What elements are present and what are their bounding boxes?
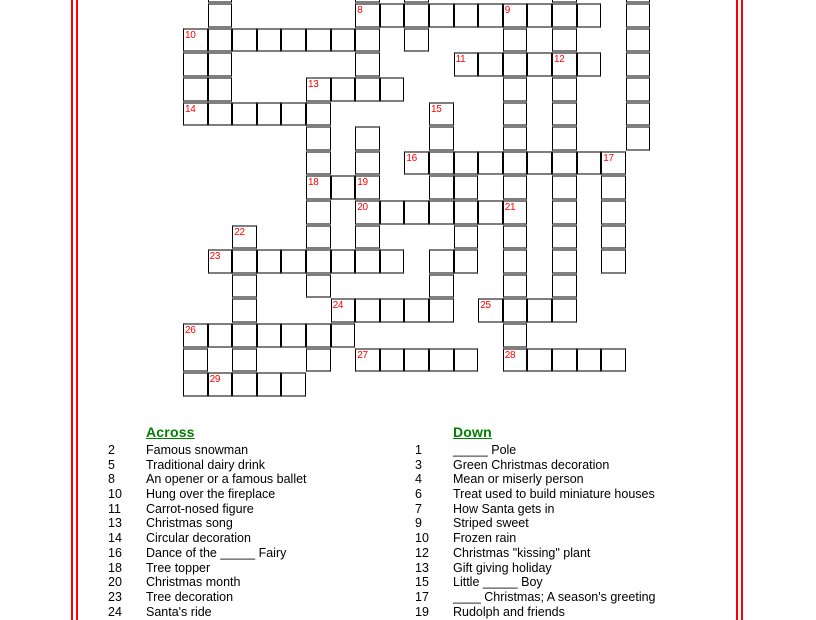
crossword-cell[interactable] — [454, 3, 479, 28]
clue-item — [415, 531, 656, 546]
crossword-cell-numbered-23[interactable] — [208, 249, 233, 274]
crossword-cell[interactable] — [183, 52, 208, 77]
crossword-cell[interactable] — [208, 3, 233, 28]
crossword-cell-numbered-25[interactable] — [478, 298, 503, 323]
crossword-cell-numbered-8[interactable] — [355, 3, 380, 28]
clue-number: 13 — [108, 516, 122, 531]
clue-item — [415, 516, 656, 531]
crossword-cell[interactable] — [527, 151, 552, 176]
cell-number: 15 — [431, 103, 442, 115]
crossword-cell-numbered-18[interactable] — [306, 175, 331, 200]
crossword-cell[interactable] — [281, 28, 306, 53]
crossword-cell[interactable] — [626, 102, 651, 127]
crossword-cell[interactable] — [503, 52, 528, 77]
clue-panel — [0, 424, 816, 620]
crossword-cell[interactable] — [306, 274, 331, 299]
crossword-cell[interactable] — [552, 298, 577, 323]
clue-text: Striped sweet — [453, 516, 529, 531]
clue-number: 12 — [415, 545, 429, 560]
clue-number: 15 — [415, 575, 429, 590]
crossword-cell[interactable] — [478, 52, 503, 77]
crossword-cell-numbered-16[interactable] — [404, 151, 429, 176]
crossword-cell-numbered-19[interactable] — [355, 175, 380, 200]
cell-number: 22 — [234, 226, 245, 238]
crossword-cell[interactable] — [355, 298, 380, 323]
crossword-cell[interactable] — [257, 372, 282, 397]
crossword-cell[interactable] — [331, 175, 356, 200]
clue-text: Dance of the _____ Fairy — [146, 545, 287, 560]
crossword-cell[interactable] — [281, 102, 306, 127]
crossword-cell[interactable] — [331, 28, 356, 53]
clue-number: 18 — [108, 560, 122, 575]
crossword-cell[interactable] — [527, 3, 552, 28]
crossword-cell[interactable] — [429, 200, 454, 225]
clue-item — [108, 561, 307, 576]
crossword-cell[interactable] — [208, 28, 233, 53]
crossword-grid[interactable] — [183, 0, 634, 409]
crossword-cell[interactable] — [429, 298, 454, 323]
crossword-cell[interactable] — [527, 298, 552, 323]
crossword-cell[interactable] — [577, 348, 602, 373]
crossword-cell[interactable] — [380, 249, 405, 274]
crossword-cell[interactable] — [429, 126, 454, 151]
clue-item — [108, 546, 307, 561]
crossword-cell[interactable] — [232, 28, 257, 53]
crossword-cell[interactable] — [183, 372, 208, 397]
crossword-cell[interactable] — [355, 151, 380, 176]
clue-item — [415, 561, 656, 576]
crossword-cell[interactable] — [478, 3, 503, 28]
clue-number: 10 — [415, 531, 429, 546]
crossword-cell[interactable] — [232, 274, 257, 299]
cell-number: 13 — [308, 79, 319, 90]
crossword-cell[interactable] — [208, 77, 233, 102]
across-clue-column — [108, 424, 307, 619]
down-clue-list — [415, 443, 656, 619]
crossword-cell[interactable] — [183, 77, 208, 102]
crossword-cell[interactable] — [355, 126, 380, 151]
crossword-cell[interactable] — [281, 372, 306, 397]
clue-text: How Santa gets in — [453, 501, 555, 516]
crossword-cell[interactable] — [355, 28, 380, 53]
clue-text: _____ Pole — [453, 443, 517, 457]
crossword-cell-numbered-11[interactable] — [454, 52, 479, 77]
crossword-cell[interactable] — [257, 323, 282, 348]
crossword-cell-numbered-26[interactable] — [183, 323, 208, 348]
crossword-cell[interactable] — [380, 200, 405, 225]
crossword-cell[interactable] — [429, 249, 454, 274]
crossword-cell-numbered-20[interactable] — [355, 200, 380, 225]
crossword-cell[interactable] — [306, 28, 331, 53]
crossword-cell[interactable] — [454, 348, 479, 373]
clue-item — [108, 458, 307, 473]
clue-text: Christmas "kissing" plant — [453, 545, 591, 560]
crossword-cell[interactable] — [601, 225, 626, 250]
crossword-cell[interactable] — [601, 249, 626, 274]
crossword-cell[interactable] — [503, 175, 528, 200]
crossword-cell[interactable] — [601, 200, 626, 225]
cell-number: 23 — [209, 251, 221, 263]
crossword-cell[interactable] — [232, 372, 257, 397]
cell-number: 8 — [357, 5, 363, 17]
clue-item — [108, 472, 307, 487]
clue-number: 17 — [415, 589, 429, 604]
crossword-cell-numbered-13[interactable] — [306, 77, 331, 102]
crossword-grid-container — [183, 0, 634, 409]
across-clue-list — [108, 443, 307, 619]
cell-number: 21 — [504, 202, 516, 213]
cell-number: 28 — [504, 349, 516, 361]
crossword-cell[interactable] — [232, 323, 257, 348]
crossword-cell-numbered-14[interactable] — [183, 102, 208, 127]
crossword-cell[interactable] — [232, 348, 257, 373]
crossword-cell[interactable] — [380, 348, 405, 373]
clue-number: 7 — [415, 501, 422, 516]
clue-text: Carrot-nosed figure — [146, 501, 254, 516]
crossword-cell[interactable] — [577, 3, 602, 28]
clue-item — [415, 458, 656, 473]
crossword-cell[interactable] — [355, 52, 380, 77]
crossword-cell[interactable] — [478, 200, 503, 225]
crossword-cell[interactable] — [331, 77, 356, 102]
crossword-cell[interactable] — [503, 225, 528, 250]
clue-item — [108, 502, 307, 517]
clue-item — [415, 443, 656, 458]
clue-text: Santa's ride — [146, 604, 212, 619]
crossword-cell[interactable] — [208, 102, 233, 127]
crossword-cell[interactable] — [355, 225, 380, 250]
crossword-cell[interactable] — [355, 249, 380, 274]
clue-item — [415, 487, 656, 502]
crossword-cell[interactable] — [232, 298, 257, 323]
crossword-cell[interactable] — [429, 3, 454, 28]
cell-number: 29 — [209, 374, 221, 386]
crossword-cell-numbered-29[interactable] — [208, 372, 233, 397]
crossword-cell[interactable] — [429, 348, 454, 373]
crossword-cell[interactable] — [503, 323, 528, 348]
crossword-cell[interactable] — [503, 28, 528, 53]
crossword-cell[interactable] — [454, 175, 479, 200]
clue-text: Christmas song — [146, 516, 233, 531]
crossword-cell[interactable] — [331, 249, 356, 274]
crossword-cell[interactable] — [503, 298, 528, 323]
crossword-cell[interactable] — [503, 77, 528, 102]
crossword-cell[interactable] — [380, 298, 405, 323]
crossword-cell-numbered-21[interactable] — [503, 200, 528, 225]
crossword-cell[interactable] — [404, 298, 429, 323]
cell-number: 19 — [357, 177, 368, 189]
crossword-cell[interactable] — [404, 28, 429, 53]
crossword-cell[interactable] — [626, 28, 651, 53]
crossword-cell[interactable] — [429, 274, 454, 299]
crossword-cell[interactable] — [552, 225, 577, 250]
crossword-cell[interactable] — [404, 200, 429, 225]
clue-item — [108, 575, 307, 590]
crossword-cell[interactable] — [626, 77, 651, 102]
cell-number: 11 — [455, 54, 466, 66]
crossword-cell-numbered-27[interactable] — [355, 348, 380, 373]
clue-item — [415, 575, 656, 590]
clue-text: Gift giving holiday — [453, 560, 552, 575]
crossword-cell-numbered-15[interactable] — [429, 102, 454, 127]
crossword-cell[interactable] — [183, 348, 208, 373]
down-heading: Down — [453, 424, 492, 440]
crossword-cell[interactable] — [626, 126, 651, 151]
crossword-cell[interactable] — [404, 348, 429, 373]
clue-text: Rudolph and friends — [453, 604, 565, 619]
cell-number: 16 — [406, 152, 417, 164]
clue-item — [108, 443, 307, 458]
crossword-cell[interactable] — [552, 77, 577, 102]
crossword-cell[interactable] — [503, 126, 528, 151]
crossword-cell[interactable] — [552, 151, 577, 176]
clue-number: 6 — [415, 487, 422, 502]
crossword-cell[interactable] — [454, 225, 479, 250]
crossword-cell[interactable] — [552, 126, 577, 151]
crossword-cell[interactable] — [552, 175, 577, 200]
clue-text: Tree decoration — [146, 589, 234, 604]
across-heading: Across — [146, 424, 195, 440]
crossword-cell[interactable] — [429, 151, 454, 176]
clue-number: 23 — [108, 589, 122, 604]
crossword-cell[interactable] — [552, 200, 577, 225]
cell-number: 24 — [332, 300, 344, 312]
crossword-cell[interactable] — [454, 249, 479, 274]
cell-number: 17 — [603, 152, 614, 164]
clue-number: 5 — [108, 457, 115, 472]
crossword-cell[interactable] — [478, 151, 503, 176]
clue-number: 8 — [108, 472, 115, 487]
clue-text: Treat used to build miniature houses — [453, 487, 655, 502]
crossword-cell-numbered-9[interactable] — [503, 3, 528, 28]
clue-text: Christmas month — [146, 575, 241, 590]
down-clue-column — [415, 424, 656, 619]
crossword-cell[interactable] — [454, 200, 479, 225]
crossword-cell[interactable] — [355, 77, 380, 102]
clue-number: 10 — [108, 487, 122, 502]
crossword-cell-numbered-17[interactable] — [601, 151, 626, 176]
crossword-cell[interactable] — [306, 102, 331, 127]
clue-number: 13 — [415, 560, 429, 575]
crossword-cell[interactable] — [429, 175, 454, 200]
clue-number: 11 — [108, 501, 121, 516]
clue-text: Traditional dairy drink — [146, 457, 266, 472]
clue-text: ____ Christmas; A season's greeting — [453, 589, 656, 604]
clue-text: Hung over the fireplace — [146, 487, 276, 502]
crossword-cell[interactable] — [306, 323, 331, 348]
crossword-cell[interactable] — [404, 3, 429, 28]
clue-number: 14 — [108, 531, 122, 546]
clue-number: 4 — [415, 472, 422, 487]
crossword-cell[interactable] — [380, 77, 405, 102]
crossword-cell[interactable] — [552, 249, 577, 274]
clue-item — [415, 590, 656, 605]
crossword-cell[interactable] — [577, 151, 602, 176]
clue-number: 1 — [415, 443, 422, 457]
crossword-cell[interactable] — [232, 102, 257, 127]
cell-number: 27 — [357, 349, 368, 361]
crossword-cell[interactable] — [552, 102, 577, 127]
crossword-cell[interactable] — [454, 151, 479, 176]
crossword-cell[interactable] — [601, 175, 626, 200]
cell-number: 14 — [185, 103, 196, 115]
cell-number: 20 — [357, 202, 368, 213]
crossword-cell-numbered-10[interactable] — [183, 28, 208, 53]
clue-number: 20 — [108, 575, 122, 590]
clue-item — [108, 605, 307, 620]
crossword-cell[interactable] — [503, 102, 528, 127]
clue-item — [108, 531, 307, 546]
clue-number: 16 — [108, 545, 122, 560]
crossword-cell[interactable] — [257, 102, 282, 127]
clue-item — [415, 502, 656, 517]
clue-number: 9 — [415, 516, 422, 531]
crossword-cell[interactable] — [626, 52, 651, 77]
crossword-cell[interactable] — [552, 348, 577, 373]
cell-number: 26 — [185, 325, 196, 336]
clue-item — [415, 472, 656, 487]
crossword-cell[interactable] — [306, 151, 331, 176]
clue-number: 2 — [108, 443, 115, 457]
cell-number: 9 — [504, 5, 511, 17]
clue-number: 19 — [415, 604, 429, 619]
crossword-cell[interactable] — [257, 249, 282, 274]
crossword-cell[interactable] — [281, 323, 306, 348]
clue-text: An opener or a famous ballet — [146, 472, 307, 487]
clue-number: 24 — [108, 604, 122, 619]
crossword-cell[interactable] — [601, 348, 626, 373]
crossword-cell[interactable] — [208, 52, 233, 77]
clue-text: Green Christmas decoration — [453, 457, 610, 472]
crossword-cell[interactable] — [552, 3, 577, 28]
clue-item — [415, 605, 656, 620]
crossword-cell[interactable] — [306, 126, 331, 151]
clue-text: Little _____ Boy — [453, 575, 543, 590]
crossword-cell[interactable] — [306, 348, 331, 373]
clue-text: Famous snowman — [146, 443, 249, 457]
crossword-cell[interactable] — [331, 323, 356, 348]
crossword-cell[interactable] — [577, 52, 602, 77]
crossword-cell[interactable] — [232, 249, 257, 274]
clue-item — [108, 516, 307, 531]
clue-text: Tree topper — [146, 560, 211, 575]
crossword-cell[interactable] — [552, 274, 577, 299]
clue-text: Frozen rain — [453, 531, 517, 546]
cell-number: 25 — [480, 300, 491, 312]
crossword-cell[interactable] — [306, 249, 331, 274]
crossword-cell-numbered-24[interactable] — [331, 298, 356, 323]
clue-text: Circular decoration — [146, 531, 251, 546]
crossword-cell[interactable] — [503, 274, 528, 299]
crossword-cell[interactable] — [503, 151, 528, 176]
cell-number: 18 — [308, 177, 319, 189]
clue-text: Mean or miserly person — [453, 472, 584, 487]
crossword-cell[interactable] — [552, 28, 577, 53]
crossword-cell[interactable] — [527, 52, 552, 77]
crossword-cell[interactable] — [281, 249, 306, 274]
crossword-cell[interactable] — [257, 28, 282, 53]
crossword-cell-numbered-28[interactable] — [503, 348, 528, 373]
crossword-cell[interactable] — [306, 225, 331, 250]
cell-number: 10 — [185, 29, 196, 41]
cell-number: 12 — [554, 54, 565, 66]
clue-number: 3 — [415, 457, 422, 472]
crossword-cell[interactable] — [380, 3, 405, 28]
crossword-cell-numbered-12[interactable] — [552, 52, 577, 77]
crossword-cell[interactable] — [626, 3, 651, 28]
clue-item — [415, 546, 656, 561]
crossword-cell[interactable] — [503, 249, 528, 274]
crossword-cell[interactable] — [208, 323, 233, 348]
clue-item — [108, 590, 307, 605]
crossword-cell-numbered-22[interactable] — [232, 225, 257, 250]
crossword-cell[interactable] — [306, 200, 331, 225]
clue-item — [108, 487, 307, 502]
crossword-cell[interactable] — [527, 348, 552, 373]
